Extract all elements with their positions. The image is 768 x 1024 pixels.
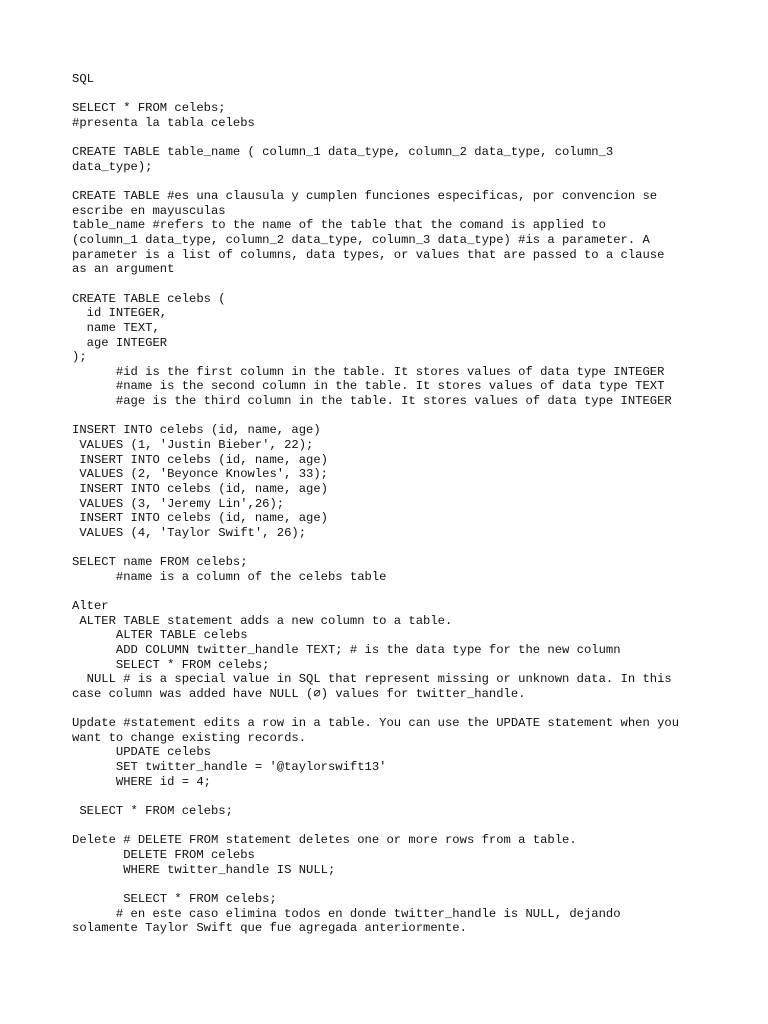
text-line: CREATE TABLE celebs ( [72,291,226,306]
text-line: VALUES (2, 'Beyonce Knowles', 33); [72,467,328,482]
text-line: SQL [72,72,94,86]
blank-line [72,409,702,424]
text-line: SELECT name FROM celebs; [72,555,248,570]
text-line: as an argument [72,262,175,277]
blank-line [72,789,702,804]
blank-line [72,541,702,556]
blank-line [72,87,702,102]
blank-line [72,819,702,834]
text-line: Alter [72,599,109,614]
text-line: SELECT * FROM celebs; [72,657,270,672]
blank-line [72,702,702,717]
text-line: #presenta la tabla celebs [72,115,255,130]
text-line: (column_1 data_type, column_2 data_type, column_3 data_type) #is a parameter. A [72,233,650,248]
text-line: ALTER TABLE statement adds a new column to a table. [72,613,453,628]
text-line: name TEXT, [72,320,160,335]
text-line: age INTEGER [72,335,168,350]
blank-line [72,584,702,599]
text-line: SELECT * FROM celebs; [72,891,277,906]
text-line: Delete # DELETE FROM statement deletes one or more rows from a table. [72,833,577,848]
text-line: #name is the second column in the table. It stores values of data type TEXT [72,379,665,394]
text-line: # en este caso elimina todos en donde twitter_handle is NULL, dejando [72,906,621,921]
text-line: NULL # is a special value in SQL that represent missing or unknown data. In this [72,672,672,687]
text-line: ); [72,350,87,365]
text-line: data_type); [72,159,153,174]
text-line: case column was added have NULL (∅) values for twitter_handle. [72,686,526,701]
text-line: table_name #refers to the name of the table that the comand is applied to [72,218,606,233]
text-line: DELETE FROM celebs [72,847,255,862]
text-line: #name is a column of the celebs table [72,569,387,584]
text-line: SET twitter_handle = '@taylorswift13' [72,760,387,775]
text-line: id INTEGER, [72,306,168,321]
text-line: CREATE TABLE table_name ( column_1 data_type, column_2 data_type, column_3 [72,145,614,160]
text-line: #age is the third column in the table. It stores values of data type INTEGER [72,394,672,409]
text-line: SELECT * FROM celebs; [72,101,226,116]
text-line: CREATE TABLE #es una clausula y cumplen funciones especificas, por convencion se [72,189,658,204]
text-line: WHERE twitter_handle IS NULL; [72,862,336,877]
text-line: INSERT INTO celebs (id, name, age) [72,481,328,496]
document-body [72,72,702,936]
blank-line [72,277,702,292]
blank-line [72,877,702,892]
text-line: VALUES (3, 'Jeremy Lin',26); [72,496,285,511]
text-line: ADD COLUMN twitter_handle TEXT; # is the data type for the new column [72,642,621,657]
text-line: INSERT INTO celebs (id, name, age) [72,511,328,526]
text-line: want to change existing records. [72,730,307,745]
text-line: ALTER TABLE celebs [72,628,248,643]
text-line: solamente Taylor Swift que fue agregada anteriormente. [72,921,467,936]
blank-line [72,131,702,146]
text-line: INSERT INTO celebs (id, name, age) [72,452,328,467]
text-line: WHERE id = 4; [72,774,211,789]
text-line: #id is the first column in the table. It stores values of data type INTEGER [72,364,665,379]
text-line: VALUES (1, 'Justin Bieber', 22); [72,438,314,453]
blank-line [72,174,702,189]
text-line: VALUES (4, 'Taylor Swift', 26); [72,525,307,540]
text-line: UPDATE celebs [72,745,211,760]
text-line: Update #statement edits a row in a table. You can use the UPDATE statement when you [72,716,680,731]
text-line: parameter is a list of columns, data types, or values that are passed to a clause [72,247,665,262]
text-line: INSERT INTO celebs (id, name, age) [72,423,321,438]
text-line: SELECT * FROM celebs; [72,804,233,819]
text-line: escribe en mayusculas [72,203,226,218]
